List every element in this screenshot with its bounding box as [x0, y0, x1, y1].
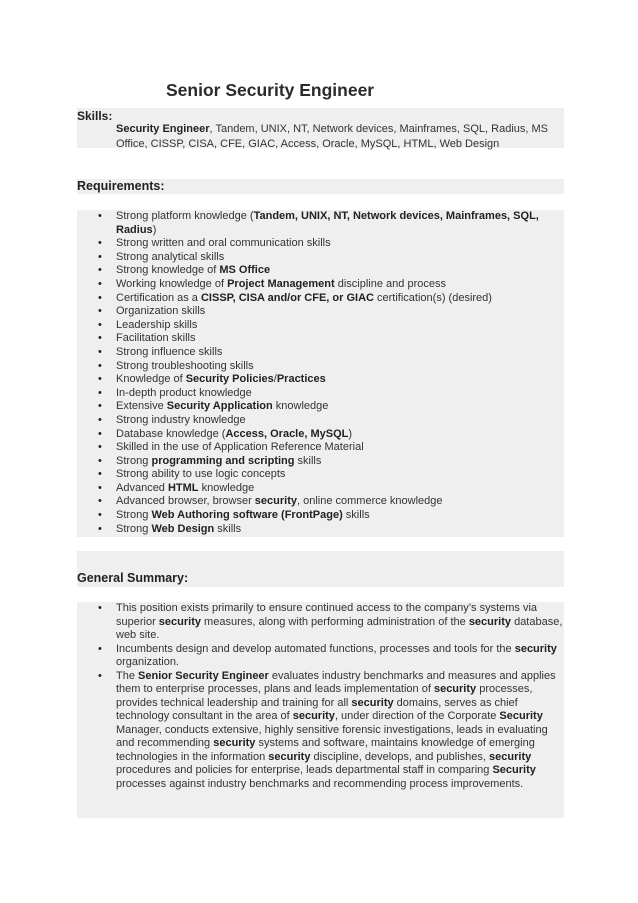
item-text: , under direction of the Corporate — [334, 710, 500, 722]
item-text: Extensive — [116, 400, 167, 413]
requirement-item — [96, 278, 564, 292]
item-text: Advanced — [116, 481, 168, 494]
page-title: Senior Security Engineer — [166, 80, 375, 100]
item-text: Strong industry knowledge — [116, 413, 246, 426]
item-text: Strong — [116, 454, 152, 467]
requirement-item — [96, 428, 564, 442]
requirement-item — [96, 373, 564, 387]
item-text: Strong — [116, 522, 152, 535]
summary-item — [96, 643, 564, 670]
bullet-icon: • — [98, 291, 102, 304]
bold-text: CISSP, CISA and/or CFE, or GIAC — [200, 291, 374, 304]
bold-text: security — [254, 495, 297, 508]
bold-text: Security Policies — [185, 373, 274, 386]
item-text: Knowledge of — [116, 373, 186, 386]
item-text: systems and software, maintains knowledge of emerging technologies in the information — [116, 737, 535, 763]
bullet-icon: • — [98, 264, 102, 277]
bullet-icon: • — [98, 427, 102, 440]
bold-text: programming and scripting — [151, 454, 295, 467]
requirement-item — [96, 468, 564, 482]
item-text: evaluates industry benchmarks and measures and applies them to enterprise processes, plans and leads implementation of — [116, 669, 556, 695]
general-summary-heading: General Summary: — [77, 571, 189, 585]
item-text: ) — [348, 427, 353, 440]
bold-text: Tandem, UNIX, NT, Network devices, Mainframes, SQL, Radius — [116, 210, 539, 236]
requirement-item — [96, 237, 564, 251]
bullet-icon: • — [98, 441, 102, 454]
bullet-icon: • — [98, 237, 102, 250]
item-text: database, web site. — [116, 615, 563, 641]
item-text: knowledge — [272, 400, 329, 413]
bullet-icon: • — [98, 400, 102, 413]
bold-text: Security — [492, 764, 536, 776]
requirement-item — [96, 251, 564, 265]
skills-text — [116, 122, 564, 152]
item-text: skills — [342, 509, 370, 522]
item-text: discipline and process — [334, 277, 446, 290]
item-text: Working knowledge of — [116, 277, 228, 290]
bold-text: Web Authoring software (FrontPage) — [151, 509, 343, 522]
item-text: processes, provides technical leadership and training for all — [116, 683, 533, 709]
requirement-item — [96, 509, 564, 523]
bullet-icon: • — [98, 669, 102, 682]
item-text: domains, serves as chief technology consultant in the area of — [116, 696, 518, 722]
item-text: Certification as a — [116, 291, 201, 304]
requirement-item — [96, 210, 564, 237]
bullet-icon: • — [98, 495, 102, 508]
bold-text: security — [514, 642, 557, 655]
bullet-icon: • — [98, 332, 102, 345]
bold-text: security — [489, 750, 532, 763]
bold-text: Practices — [276, 373, 326, 386]
requirement-item — [96, 264, 564, 278]
requirement-item — [96, 346, 564, 360]
bold-text: security — [213, 737, 256, 749]
item-text: Advanced browser, browser — [116, 495, 255, 508]
item-text: Strong troubleshooting skills — [116, 359, 254, 372]
item-text: Incumbents design and develop automated functions, processes and tools for the — [116, 642, 515, 655]
summary-item — [96, 670, 564, 792]
item-text: organization. — [116, 656, 179, 668]
requirement-item — [96, 400, 564, 414]
bullet-icon: • — [98, 481, 102, 494]
requirement-item — [96, 305, 564, 319]
bullet-icon: • — [98, 509, 102, 522]
bullet-icon: • — [98, 345, 102, 358]
item-text: ) — [152, 223, 157, 236]
bold-text: security — [268, 750, 311, 763]
bullet-icon: • — [98, 318, 102, 331]
item-text: Strong written and oral communication skills — [116, 237, 331, 250]
bullet-icon: • — [98, 468, 102, 481]
requirement-item — [96, 455, 564, 469]
bold-text: security — [468, 615, 512, 628]
bullet-icon: • — [98, 305, 102, 318]
item-text: procedures and policies for enterprise, leads departmental staff in comparing — [116, 764, 493, 776]
item-text: Organization skills — [116, 305, 206, 318]
bold-text: Project Management — [227, 277, 335, 290]
bold-text: security — [292, 710, 335, 722]
item-text: Strong influence skills — [116, 345, 223, 358]
item-text: skills — [294, 454, 322, 467]
skills-list: , Tandem, UNIX, NT, Network devices, Mainframes, SQL, Radius, MS Office, CISSP, CISA, CFE, GIAC, Access, Oracle, MySQL, HTML, Web Design — [116, 123, 549, 150]
requirement-item — [96, 292, 564, 306]
bullet-icon: • — [98, 277, 102, 290]
bold-text: MS Office — [219, 264, 271, 277]
item-text: In-depth product knowledge — [116, 386, 252, 399]
item-text: Strong analytical skills — [116, 250, 225, 263]
bullet-icon: • — [98, 413, 102, 426]
bullet-icon: • — [98, 642, 102, 655]
requirement-item — [96, 523, 564, 537]
item-text: measures, along with performing administration of the — [201, 615, 469, 628]
bullet-icon: • — [98, 522, 102, 535]
item-text: Leadership skills — [116, 318, 198, 331]
item-text: Strong ability to use logic concepts — [116, 468, 286, 481]
general-summary-list — [96, 602, 564, 791]
item-text: knowledge — [198, 481, 255, 494]
item-text: Strong platform knowledge ( — [116, 210, 254, 222]
item-text: , online commerce knowledge — [297, 495, 443, 508]
item-text: Strong — [116, 509, 152, 522]
bullet-icon: • — [98, 250, 102, 263]
requirement-item — [96, 495, 564, 509]
item-text: Strong knowledge of — [116, 264, 220, 277]
requirement-item — [96, 414, 564, 428]
bullet-icon: • — [98, 359, 102, 372]
item-text: Facilitation skills — [116, 332, 196, 345]
bold-text: HTML — [167, 481, 199, 494]
bold-text: Security Application — [166, 400, 273, 413]
bold-text: Senior Security Engineer — [138, 669, 269, 682]
skills-heading: Skills: — [77, 109, 113, 123]
bullet-icon: • — [98, 373, 102, 386]
bold-text: security — [433, 683, 477, 695]
summary-item — [96, 602, 564, 643]
item-text: Manager, conducts extensive, highly sensitive forensic investigations, leads in evaluating and recommending — [116, 723, 548, 749]
requirement-item — [96, 482, 564, 496]
requirement-item — [96, 387, 564, 401]
skills-lead: Security Engineer — [116, 123, 210, 135]
requirement-item — [96, 360, 564, 374]
item-text: This position exists primarily to ensure continued access to the company’s systems via superior — [116, 602, 538, 628]
requirement-item — [96, 441, 564, 455]
item-text: discipline, develops, and publishes, — [310, 750, 490, 763]
bullet-icon: • — [98, 386, 102, 399]
requirement-item — [96, 332, 564, 346]
item-text: skills — [214, 522, 242, 535]
item-text: certification(s) (desired) — [373, 291, 492, 304]
item-text: The — [116, 669, 139, 682]
bullet-icon: • — [98, 602, 102, 614]
requirements-list — [96, 210, 564, 536]
bold-text: security — [158, 615, 201, 628]
item-text: processes against industry benchmarks and recommending process improvements. — [116, 777, 524, 790]
bold-text: Security — [499, 710, 543, 722]
bold-text: Access, Oracle, MySQL — [225, 427, 349, 440]
requirements-heading: Requirements: — [77, 179, 165, 193]
bullet-icon: • — [98, 454, 102, 467]
bold-text: security — [351, 696, 394, 709]
item-text: Skilled in the use of Application Reference Material — [116, 441, 364, 454]
requirement-item — [96, 319, 564, 333]
item-text: Database knowledge ( — [116, 427, 226, 440]
bullet-icon: • — [98, 210, 102, 222]
item-text: / — [273, 373, 277, 386]
bold-text: Web Design — [151, 522, 215, 535]
